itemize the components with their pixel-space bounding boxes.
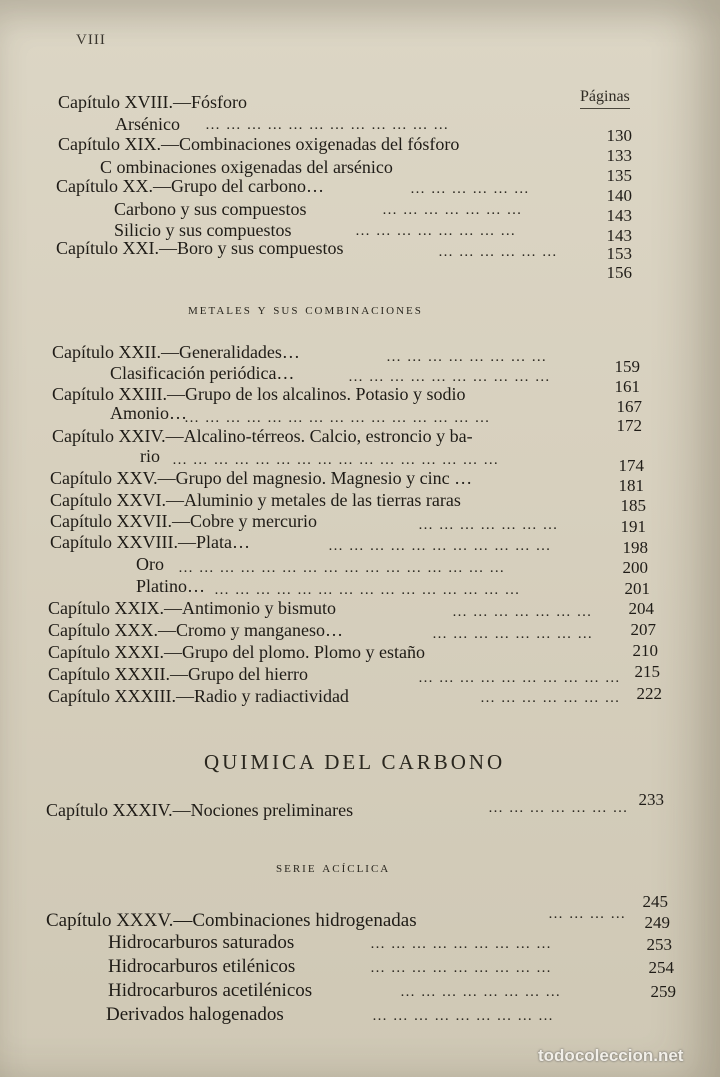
toc-entry: Hidrocarburos etilénicos: [108, 956, 296, 977]
page-number: 233: [638, 790, 664, 809]
toc-entry: Capítulo XXI.—Boro y sus compuestos: [56, 238, 344, 258]
toc-entry: Capítulo XXIII.—Grupo de los alcalinos. Potasio y sodio: [52, 384, 466, 404]
page-number: 259: [650, 982, 676, 1001]
toc-entry: Capítulo XXVI.—Aluminio y metales de las tierras raras: [50, 490, 461, 510]
leader-dots: … … … … … … … … …: [372, 1008, 554, 1024]
toc-entry: Derivados halogenados: [106, 1004, 284, 1025]
page-number: 159: [614, 357, 640, 376]
toc-entry: Capítulo XXXII.—Grupo del hierro: [48, 664, 308, 684]
toc-entry: Capítulo XXVII.—Cobre y mercurio: [50, 511, 317, 531]
leader-dots: … … … … … … … … … … … … … … … …: [172, 452, 500, 468]
toc-entry: Capítulo XXXI.—Grupo del plomo. Plomo y estaño: [48, 642, 425, 662]
toc-entry: Capítulo XXXIII.—Radio y radiactividad: [48, 686, 349, 706]
leader-dots: … … … … … … … … … … … … … … …: [214, 582, 521, 598]
toc-entry: Silicio y sus compuestos: [114, 220, 292, 240]
page-number: 181: [618, 476, 644, 495]
toc-entry: Capítulo XVIII.—Fósforo: [58, 92, 247, 112]
page-number: 172: [616, 416, 642, 435]
leader-dots: … … … … … … … … … … … … … … … …: [178, 560, 506, 576]
toc-entry: Amonio…: [110, 403, 188, 423]
page-number: 215: [634, 662, 660, 681]
part-heading: QUIMICA DEL CARBONO: [204, 750, 506, 774]
page-number: 143: [606, 226, 632, 245]
page-number: 135: [606, 166, 632, 185]
leader-dots: … … … … … … … … … …: [418, 670, 621, 686]
page-number: 133: [606, 146, 632, 165]
page-number: 198: [622, 538, 648, 557]
paginas-label: Páginas: [580, 88, 630, 109]
section-heading: metales y sus combinaciones: [188, 302, 423, 318]
leader-dots: … … … … … … … …: [432, 626, 594, 642]
toc-entry: Hidrocarburos saturados: [108, 932, 295, 953]
page-number: 253: [646, 935, 672, 954]
toc-entry: Clasificación periódica…: [110, 363, 295, 383]
page-number: 204: [628, 599, 654, 618]
toc-entry: Arsénico: [115, 114, 180, 134]
leader-dots: … … … … … … …: [382, 202, 523, 218]
leader-dots: … … … … … … … … … … …: [328, 538, 552, 554]
toc-entry: Capítulo XXX.—Cromo y manganeso…: [48, 620, 343, 640]
leader-dots: … … … … … …: [410, 181, 530, 197]
toc-entry: Capítulo XXVIII.—Plata…: [50, 532, 250, 552]
leader-dots: … … … … … … … … … …: [348, 369, 551, 385]
toc-entry: Capítulo XXIV.—Alcalino-térreos. Calcio, estroncio y ba-: [52, 426, 473, 446]
section-heading: serie acíclica: [276, 860, 391, 876]
page-number: 167: [616, 397, 642, 416]
page-number: 161: [614, 377, 640, 396]
toc-entry: Carbono y sus compuestos: [114, 199, 307, 219]
leader-dots: … … … … … … …: [418, 517, 559, 533]
leader-dots: … … … … … … … …: [400, 984, 562, 1000]
page-number: 130: [606, 126, 632, 145]
page-number: 140: [606, 186, 632, 205]
toc-entry: Platino…: [136, 576, 206, 596]
page-number: 249: [644, 913, 670, 932]
leader-dots: … … … … … … … … …: [370, 936, 552, 952]
page-number: 254: [648, 958, 674, 977]
page-number: 245: [642, 892, 668, 911]
page-folio: VIII: [76, 32, 106, 48]
leader-dots: … … … … … … … … …: [370, 960, 552, 976]
toc-entry: Capítulo XXV.—Grupo del magnesio. Magnesio y cinc …: [50, 468, 473, 488]
page-number: 191: [620, 517, 646, 536]
page-number: 185: [620, 496, 646, 515]
page-number: 153: [606, 244, 632, 263]
page-number: 207: [630, 620, 656, 639]
toc-entry: rio: [140, 446, 160, 466]
page-number: 201: [624, 579, 650, 598]
leader-dots: … … … … … … …: [480, 690, 621, 706]
toc-entry: Capítulo XX.—Grupo del carbono…: [56, 176, 324, 196]
page-number: 143: [606, 206, 632, 225]
leader-dots: … … … … … … … …: [386, 349, 548, 365]
toc-entry: Capítulo XXII.—Generalidades…: [52, 342, 300, 362]
leader-dots: … … … … … …: [438, 244, 558, 260]
toc-entry: Capítulo XXIX.—Antimonio y bismuto: [48, 598, 336, 618]
toc-entry: Capítulo XIX.—Combinaciones oxigenadas del fósforo: [58, 134, 460, 154]
toc-entry: Oro: [136, 554, 164, 574]
page-number: 210: [632, 641, 658, 660]
leader-dots: … … … … … … … … … … … … … … …: [184, 410, 491, 426]
leader-dots: … … … … … … …: [488, 800, 629, 816]
leader-dots: … … … …: [548, 906, 627, 922]
toc-entry: Capítulo XXXIV.—Nociones preliminares: [46, 800, 354, 820]
page-number: 200: [622, 558, 648, 577]
toc-entry: Capítulo XXXV.—Combinaciones hidrogenadas: [46, 910, 417, 931]
leader-dots: … … … … … … …: [452, 604, 593, 620]
toc-entry: C ombinaciones oxigenadas del arsénico: [100, 157, 393, 177]
leader-dots: … … … … … … … … … … … …: [205, 117, 450, 133]
page-number: 156: [606, 263, 632, 282]
leader-dots: … … … … … … … …: [355, 223, 517, 239]
toc-entry: Hidrocarburos acetilénicos: [108, 980, 313, 1001]
page-number: 222: [636, 684, 662, 703]
page-number: 174: [618, 456, 644, 475]
watermark-logo: todocoleccion.net: [538, 1046, 684, 1065]
